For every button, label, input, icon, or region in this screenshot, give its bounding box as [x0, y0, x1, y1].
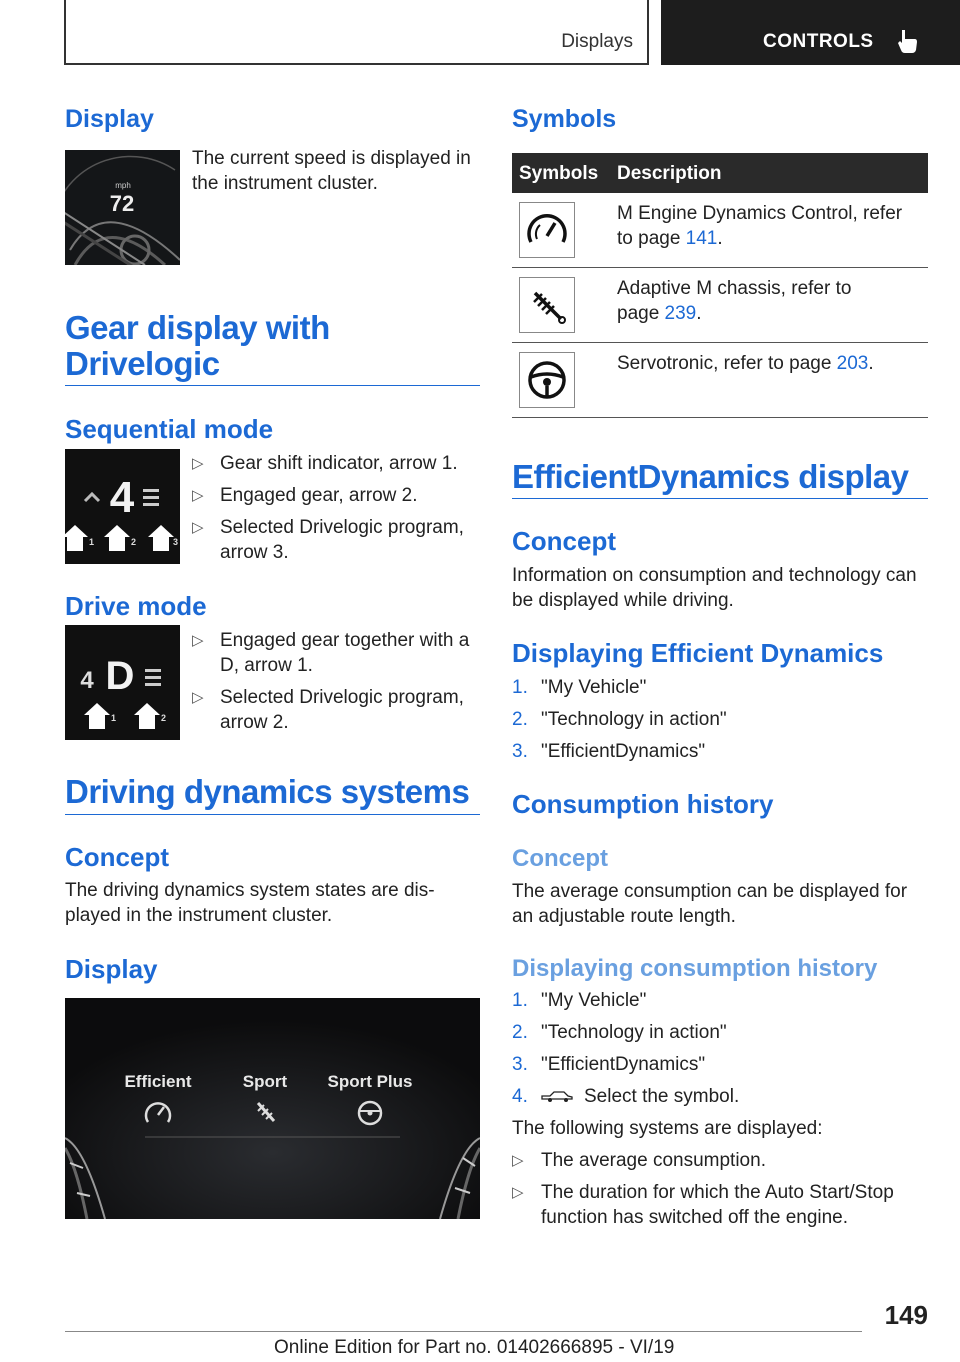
speed-display-image — [65, 150, 180, 265]
left-concept-text-2: played in the instrument cluster. — [65, 905, 333, 926]
sequential-heading: Sequential mode — [65, 414, 274, 444]
row-description: Adaptive M chassis, refer to page 239. — [617, 278, 852, 324]
left-concept-text-1: The driving dynamics system states are dis- — [65, 880, 435, 901]
cluster-label-sport-plus: Sport Plus — [327, 1072, 413, 1091]
instrument-cluster-image — [65, 998, 480, 1219]
drive-gear-value: 4 — [80, 667, 94, 694]
col-header-symbols: Symbols — [519, 163, 599, 184]
page-link-141[interactable]: 141 — [685, 228, 718, 249]
history-text-2: an adjustable route length. — [512, 906, 736, 927]
left-concept-heading: Concept — [65, 842, 169, 872]
header-section-title: Displays — [561, 31, 633, 52]
history-concept-heading: Concept — [512, 845, 608, 872]
arrow-label-3: 3 — [173, 537, 179, 547]
footer-rule — [65, 1331, 862, 1332]
sequential-gear-image — [65, 449, 180, 564]
display-text: The current speed is displayed in the instrument cluster. — [192, 148, 471, 194]
col-header-description: Description — [617, 163, 722, 184]
speed-value: 72 — [109, 191, 135, 216]
driving-dynamics-heading: Driving dynamics systems — [65, 773, 470, 810]
table-row — [512, 343, 928, 418]
right-concept-text-1: Information on consumption and technology can — [512, 565, 917, 586]
table-row — [512, 193, 928, 268]
right-concept-heading: Concept — [512, 526, 616, 556]
page-link-203[interactable]: 203 — [836, 353, 869, 374]
efficientdynamics-heading: EfficientDynamics display — [512, 458, 909, 495]
efficientdynamics-rule — [512, 498, 928, 499]
right-concept-text-2: be displayed while driving. — [512, 590, 734, 611]
edition-text: Online Edition for Part no. 01402666895 - VI/19 — [274, 1337, 675, 1358]
page-link-239[interactable]: 239 — [664, 303, 697, 324]
drive-heading: Drive mode — [65, 591, 207, 621]
sequential-gear-value: 4 — [109, 473, 135, 522]
header-section-box — [64, 0, 649, 65]
symbols-heading: Symbols — [512, 105, 617, 133]
drive-gear-image — [65, 625, 180, 740]
page-number: 149 — [884, 1300, 928, 1330]
arrow-label-1: 1 — [89, 537, 95, 547]
car-route-icon[interactable] — [540, 1088, 576, 1104]
drive-arrow-label-1: 1 — [111, 713, 117, 723]
table-row — [512, 268, 928, 343]
arrow-label-2: 2 — [131, 537, 137, 547]
drive-arrow-label-2: 2 — [161, 713, 167, 723]
cluster-label-sport: Sport — [242, 1072, 288, 1091]
displaying-history-heading: Displaying consumption history — [512, 955, 878, 982]
gear-heading-line1: Gear display with — [65, 309, 330, 346]
gear-heading-rule — [65, 385, 480, 386]
display-heading: Display — [65, 105, 154, 133]
displaying-ed-heading: Displaying Efficient Dynamics — [512, 638, 884, 668]
speed-unit: mph — [115, 181, 131, 190]
left-display-heading: Display — [65, 954, 158, 984]
following-text: The following systems are displayed: — [512, 1118, 823, 1139]
servotronic-steering-icon — [519, 352, 575, 408]
consumption-history-heading: Consumption history — [512, 789, 774, 819]
pointing-hand-icon — [896, 28, 918, 54]
gear-heading-line2: Drivelogic — [65, 345, 220, 382]
row-description: Servotronic, refer to page 203. — [617, 353, 874, 374]
adaptive-chassis-icon — [519, 277, 575, 333]
header-chapter-box — [661, 0, 960, 65]
symbols-table-header — [512, 153, 928, 193]
row-description: M Engine Dynamics Control, refer to page 141. — [617, 203, 903, 249]
engine-dynamics-icon — [519, 202, 575, 258]
history-text-1: The average consumption can be displayed for — [512, 881, 908, 902]
drive-letter: D — [105, 654, 135, 698]
header-chapter-title: CONTROLS — [763, 31, 874, 52]
driving-dynamics-rule — [65, 814, 480, 815]
cluster-label-efficient: Efficient — [124, 1072, 192, 1091]
